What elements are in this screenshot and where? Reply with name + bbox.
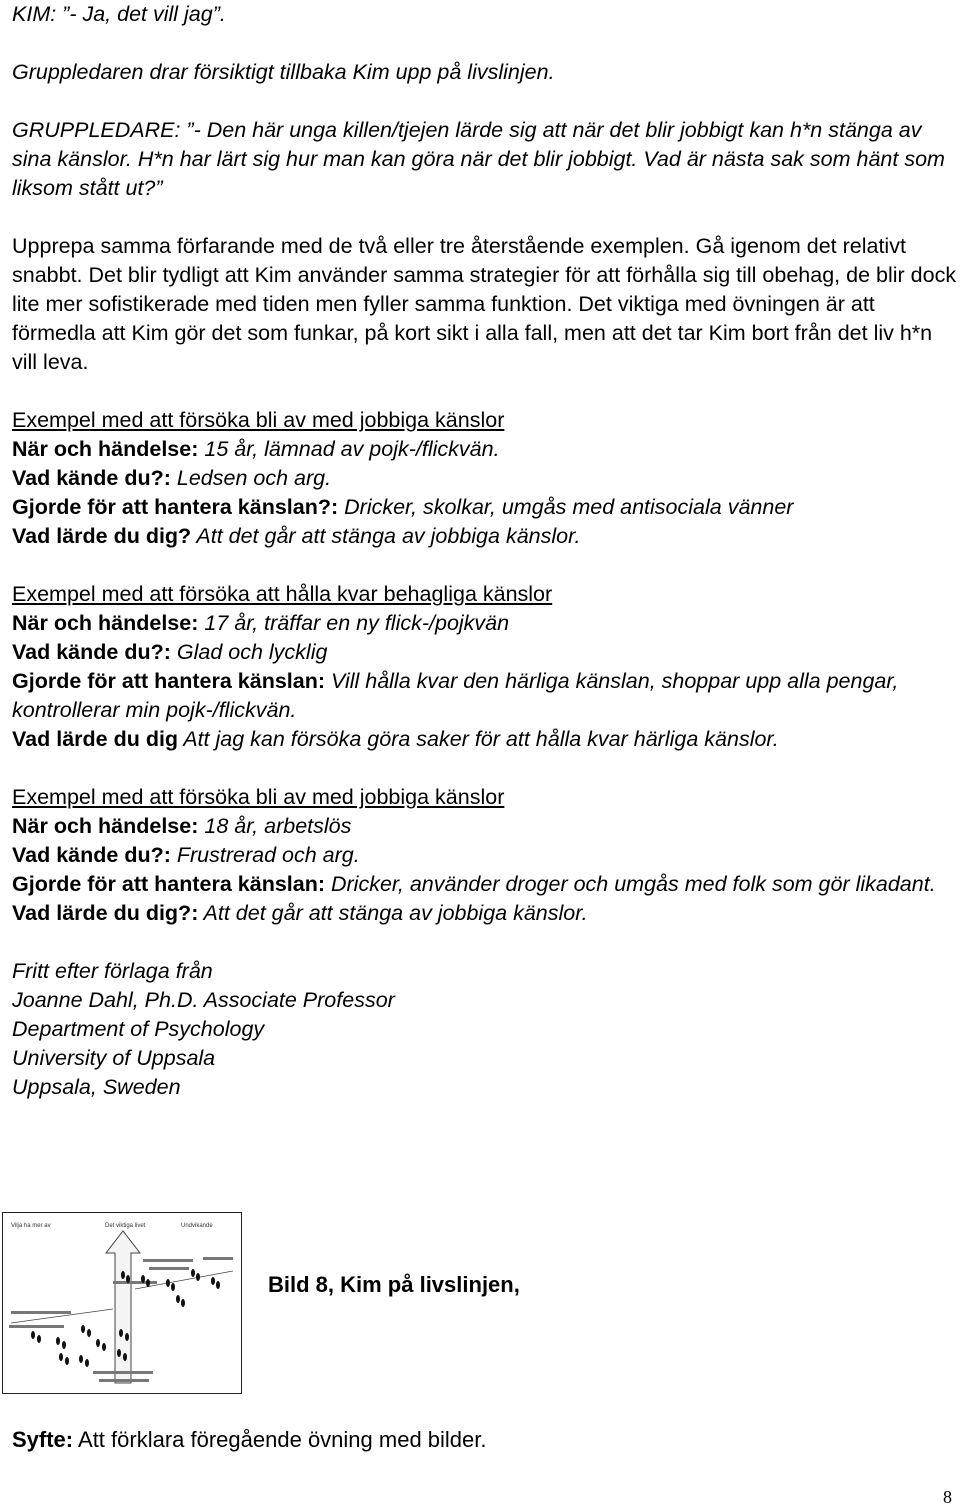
felt-value: Glad och lycklig — [170, 640, 328, 664]
felt-value: Ledsen och arg. — [170, 466, 332, 490]
document-body — [12, 0, 957, 1102]
learned-value: Att jag kan försöka göra saker för att hålla kvar härliga känslor. — [178, 727, 779, 751]
figure-label-top-right: Undvikande — [181, 1223, 213, 1229]
felt-label: Vad kände du?: — [12, 843, 171, 867]
did-value: Dricker, använder droger och umgås med folk som gör likadant. — [325, 872, 936, 896]
when-label: När och händelse: — [12, 611, 199, 635]
source-line: Uppsala, Sweden — [12, 1075, 181, 1099]
when-value: 17 år, träffar en ny flick-/pojkvän — [198, 611, 510, 635]
example-heading: Exempel med att försöka bli av med jobbiga känslor — [12, 408, 505, 432]
figure-label-top-left: Vilja ha mer av — [11, 1223, 51, 1229]
did-value: Dricker, skolkar, umgås med antisociala vänner — [338, 495, 794, 519]
did-label: Gjorde för att hantera känslan: — [12, 669, 326, 693]
purpose-text: Att förklara föregående övning med bilder. — [73, 1427, 487, 1452]
example-heading: Exempel med att försöka att hålla kvar behagliga känslor — [12, 582, 553, 606]
did-label: Gjorde för att hantera känslan: — [12, 872, 326, 896]
source-line: Fritt efter förlaga från — [12, 959, 213, 983]
did-label: Gjorde för att hantera känslan?: — [12, 495, 339, 519]
purpose-label: Syfte: — [12, 1427, 74, 1452]
learned-label: Vad lärde du dig?: — [12, 901, 199, 925]
source-line: Department of Psychology — [12, 1017, 265, 1041]
when-value: 18 år, arbetslös — [198, 814, 352, 838]
figure-labels — [11, 1223, 213, 1229]
example-block-2 — [12, 580, 957, 754]
lifeline-figure — [2, 1212, 242, 1394]
learned-value: Att det går att stänga av jobbiga känslor. — [198, 901, 588, 925]
felt-label: Vad kände du?: — [12, 466, 171, 490]
learned-value: Att det går att stänga av jobbiga känslor. — [191, 524, 581, 548]
learned-label: Vad lärde du dig? — [12, 524, 192, 548]
example-block-1 — [12, 406, 957, 551]
did-value: Vill hålla kvar den härliga känslan, shoppar upp alla pengar, kontrollerar min pojk-/flickvän. — [12, 669, 899, 722]
felt-value: Frustrerad och arg. — [170, 843, 360, 867]
source-attribution — [12, 957, 957, 1102]
lifeline-arrow — [106, 1231, 140, 1383]
kim-line: KIM: ”- Ja, det vill jag”. — [12, 2, 226, 26]
instruction-paragraph: Upprepa samma förfarande med de två eller tre återstående exemplen. Gå igenom det relativt snabbt. Det blir tydligt att Kim använder samma strategier för att förhålla sig till obehag, de blir dock lite mer sofistikerade med tiden men fyller samma funktion. Det viktiga med övningen är att förmedla att Kim gör det som funkar, på kort sikt i alla fall, men att det tar Kim bort från det liv h*n vill leva. — [12, 234, 957, 374]
when-label: När och händelse: — [12, 814, 199, 838]
example-heading: Exempel med att försöka bli av med jobbiga känslor — [12, 785, 505, 809]
when-value: 15 år, lämnad av pojk-/flickvän. — [198, 437, 500, 461]
example-block-3 — [12, 783, 957, 928]
source-line: Joanne Dahl, Ph.D. Associate Professor — [12, 988, 395, 1012]
figure-label-top-mid: Det viktiga livet — [105, 1223, 146, 1229]
when-label: När och händelse: — [12, 437, 199, 461]
learned-label: Vad lärde du dig — [12, 727, 179, 751]
felt-label: Vad kände du?: — [12, 640, 171, 664]
page-number: 8 — [943, 1487, 952, 1507]
leader-line: GRUPPLEDARE: ”- Den här unga killen/tjejen lärde sig att när det blir jobbigt kan h*n stänga av sina känslor. H*n har lärt sig hur man kan göra när det blir jobbigt. Vad är nästa sak som hänt som liksom stått ut?” — [12, 118, 945, 200]
figure-caption: Bild 8, Kim på livslinjen, — [268, 1272, 520, 1297]
purpose-line — [12, 1425, 487, 1454]
leader-action: Gruppledaren drar försiktigt tillbaka Kim upp på livslinjen. — [12, 60, 555, 84]
lifeline-drawing — [3, 1213, 241, 1393]
source-line: University of Uppsala — [12, 1046, 216, 1070]
